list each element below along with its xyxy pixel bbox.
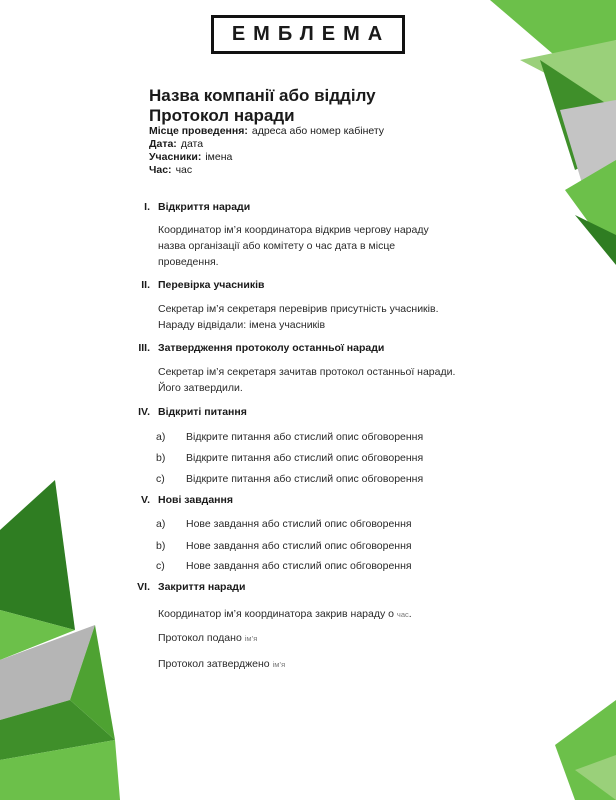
list-item-marker: a) (156, 518, 166, 530)
section-number: V. (141, 494, 150, 506)
section-title: Закриття наради (158, 581, 246, 593)
meta-time (149, 164, 192, 177)
section-title: Відкриті питання (158, 406, 247, 418)
list-item-marker: b) (156, 540, 166, 552)
section-title: Відкриття наради (158, 201, 251, 213)
meta-location-value: адреса або номер кабінету (251, 125, 385, 137)
list-item-marker: c) (156, 560, 165, 572)
company-name: Назва компанії або відділу (149, 86, 376, 105)
meta-time-label: Час: (149, 164, 172, 176)
document-title: Протокол наради (149, 106, 295, 125)
section-paragraph: Координатор ім’я координатора відкрив чергову нараду назва організації або комітету о час дата в місце проведення. (158, 224, 429, 268)
closing-line-approved-text: Протокол затверджено (158, 658, 270, 670)
meta-location (149, 125, 384, 138)
closing-line-coordinator: Координатор ім’я координатора закрив нараду о час. (158, 608, 412, 620)
closing-line-approved (158, 656, 458, 673)
meta-participants-value: імена (205, 151, 233, 163)
meta-participants-label: Учасники: (149, 151, 202, 163)
section-paragraph: Секретар ім’я секретаря зачитав протокол останньої наради. Його затвердили. (158, 366, 456, 394)
meta-time-value: час (175, 164, 193, 176)
meta-date-label: Дата: (149, 138, 177, 150)
list-item-marker: c) (156, 473, 165, 485)
meta-location-label: Місце проведення: (149, 125, 248, 137)
list-item: Нове завдання або стислий опис обговорення (186, 560, 412, 572)
section-number: II. (141, 279, 150, 291)
section-number: III. (138, 342, 150, 354)
list-item: Відкрите питання або стислий опис обговорення (186, 473, 424, 485)
closing-line-submitted (158, 630, 458, 647)
section-number: I. (144, 201, 150, 213)
list-item-marker: a) (156, 431, 166, 443)
closing-line-approved-name: ім’я (272, 660, 286, 669)
list-item: Відкрите питання або стислий опис обговорення (186, 452, 424, 464)
logo-emblem: ЕМБЛЕМА (211, 15, 405, 54)
closing-line-coordinator-text: Координатор ім’я координатора закрив нараду о (158, 608, 394, 620)
meta-date-value: дата (180, 138, 204, 150)
section-title: Нові завдання (158, 494, 233, 506)
list-item: Нове завдання або стислий опис обговорення (186, 518, 412, 530)
section-title: Перевірка учасників (158, 279, 265, 291)
closing-line-coordinator-time: час (396, 610, 409, 619)
list-item: Нове завдання або стислий опис обговорення (186, 540, 412, 552)
section-paragraph: Секретар ім’я секретаря перевірив присутність учасників. Нараду відвідали: імена учасників (158, 303, 439, 331)
meta-date (149, 138, 203, 151)
list-item: Відкрите питання або стислий опис обговорення (186, 431, 424, 443)
section-number: VI. (137, 581, 150, 593)
meta-participants (149, 151, 232, 164)
section-title: Затвердження протоколу останньої наради (158, 342, 385, 354)
list-item-marker: b) (156, 452, 166, 464)
closing-line-submitted-name: ім’я (244, 634, 258, 643)
section-number: IV. (138, 406, 150, 418)
closing-line-submitted-text: Протокол подано (158, 632, 242, 644)
